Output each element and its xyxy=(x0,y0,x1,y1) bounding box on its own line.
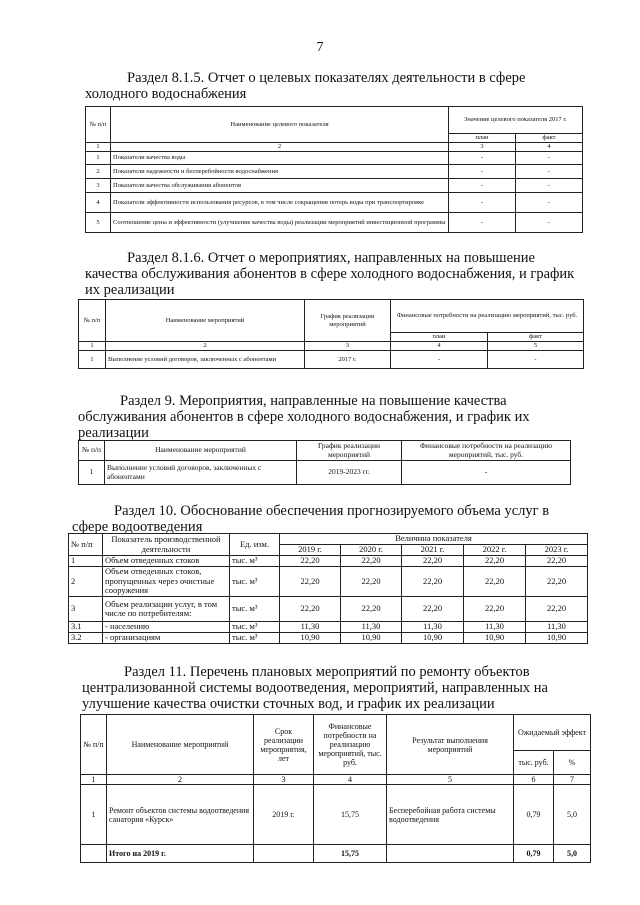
col-header: Финансовые потребности на реализацию мероприятий, тыс. руб. xyxy=(391,300,584,333)
year-header: 2019 г. xyxy=(280,545,341,556)
col-header: Наименование мероприятий xyxy=(105,441,297,461)
col-number: 4 xyxy=(314,775,387,785)
service-quality-measures-table xyxy=(78,299,584,369)
col-number: 2 xyxy=(111,143,449,152)
col-number: 3 xyxy=(305,342,391,351)
heading-line: Раздел 11. Перечень плановых мероприятий по ремонту объектов xyxy=(124,664,530,680)
col-header: Показатель производственной деятельности xyxy=(103,534,230,556)
col-header: Финансовые потребности на реализацию мероприятий, тыс. руб. xyxy=(314,715,387,775)
heading-line: реализации xyxy=(78,425,149,441)
table-row: 3 Показатели качества обслуживания абонентов - - xyxy=(86,179,583,193)
col-header: Наименование мероприятий xyxy=(107,715,254,775)
col-header: Ожидаемый эффект xyxy=(514,715,591,751)
col-number: 2 xyxy=(107,775,254,785)
col-header: факт xyxy=(516,134,583,143)
heading-line: Раздел 9. Мероприятия, направленные на повышение качества xyxy=(120,393,507,409)
col-header: № п/п xyxy=(79,300,106,342)
col-header: Результат выполнения мероприятий xyxy=(387,715,514,775)
col-header: № п/п xyxy=(81,715,107,775)
col-header: Величина показателя xyxy=(280,534,588,545)
table-row: 2 Объем отведенных стоков, пропущенных через очистные сооружения тыс. м³ 22,20 22,20 22,20 22,20 22,20 xyxy=(69,567,588,597)
year-header: 2022 г. xyxy=(464,545,526,556)
heading-line: обслуживания абонентов в сфере холодного водоснабжения, и график их xyxy=(78,409,530,425)
year-header: 2023 г. xyxy=(526,545,588,556)
col-number: 7 xyxy=(554,775,591,785)
col-header: № п/п xyxy=(69,534,103,556)
col-number: 1 xyxy=(86,143,111,152)
table-row: 5 Соотношение цены и эффективности (улучшение качества воды) реализации мероприятий инвестиционной программы - - xyxy=(86,213,583,233)
col-header: Наименование мероприятий xyxy=(106,300,305,342)
col-header: план xyxy=(449,134,516,143)
col-number: 5 xyxy=(387,775,514,785)
heading-line: холодного водоснабжения xyxy=(85,86,247,102)
heading-line: Раздел 10. Обоснование обеспечения прогнозируемого объема услуг в xyxy=(114,503,550,519)
year-header: 2020 г. xyxy=(341,545,402,556)
section-9-heading xyxy=(78,393,575,441)
col-header: Значение целевого показателя 2017 г. xyxy=(449,107,583,134)
heading-line: централизованной системы водоотведения, мероприятий, направленных на xyxy=(82,680,548,696)
col-number: 3 xyxy=(254,775,314,785)
col-header: Финансовые потребности на реализацию мероприятий, тыс. руб. xyxy=(402,441,571,461)
section-10-heading xyxy=(72,503,570,535)
section-11-heading xyxy=(82,664,572,712)
col-number: 5 xyxy=(488,342,584,351)
heading-line: Раздел 8.1.6. Отчет о мероприятиях, направленных на повышение xyxy=(127,250,535,266)
col-number: 3 xyxy=(449,143,516,152)
table-row: 3.1 - населению тыс. м³ 11,30 11,30 11,30 11,30 11,30 xyxy=(69,622,588,633)
col-header: График реализации мероприятий xyxy=(297,441,402,461)
col-header: График реализации мероприятий xyxy=(305,300,391,342)
col-header: Ед. изм. xyxy=(230,534,280,556)
table-row: 1 Выполнение условий договоров, заключенных с абонентами 2017 г. - - xyxy=(79,351,584,369)
col-header: факт xyxy=(488,333,584,342)
year-header: 2021 г. xyxy=(402,545,464,556)
col-header: % xyxy=(554,751,591,775)
col-number: 2 xyxy=(106,342,305,351)
table-row: 1 Показатели качества воды - - xyxy=(86,152,583,165)
section-8-1-6-heading xyxy=(85,250,575,298)
col-number: 4 xyxy=(516,143,583,152)
table-row: 2 Показатели надежности и бесперебойности водоснабжения - - xyxy=(86,165,583,179)
heading-line: качества обслуживания абонентов в сфере холодного водоснабжения, и график xyxy=(85,266,575,282)
table-row: 1 Выполнение условий договоров, заключенных с абонентами 2019-2023 гг. - xyxy=(79,461,571,485)
table-row: 3.2 - организациям тыс. м³ 10,90 10,90 10,90 10,90 10,90 xyxy=(69,633,588,644)
wastewater-volumes-table xyxy=(68,533,588,644)
col-number: 4 xyxy=(391,342,488,351)
total-row: Итого на 2019 г. 15,75 0,79 5,0 xyxy=(81,845,591,863)
col-number: 1 xyxy=(81,775,107,785)
col-header: № п/п xyxy=(79,441,105,461)
table-row: 4 Показатели эффективности использования ресурсов, в том числе сокращения потерь воды при транспортировке - - xyxy=(86,193,583,213)
table-row: 1 Объем отведенных стоков тыс. м³ 22,20 22,20 22,20 22,20 22,20 xyxy=(69,556,588,567)
page-number: 7 xyxy=(316,40,324,55)
targets-table xyxy=(85,106,583,233)
heading-line: сфере водоотведения xyxy=(72,519,203,535)
heading-line: их реализации xyxy=(85,282,175,298)
heading-line: Раздел 8.1.5. Отчет о целевых показателях деятельности в сфере xyxy=(127,70,526,86)
col-header: № п/п xyxy=(86,107,111,143)
table-row: 1 Ремонт объектов системы водоотведения санатория «Курск» 2019 г. 15,75 Бесперебойная работа системы водоотведения 0,79 5,0 xyxy=(81,785,591,845)
col-number: 1 xyxy=(79,342,106,351)
section-8-1-5-heading xyxy=(85,70,575,102)
col-number: 6 xyxy=(514,775,554,785)
col-header: план xyxy=(391,333,488,342)
repair-measures-table xyxy=(80,714,591,863)
measures-2019-2023-table xyxy=(78,440,571,485)
col-header: Срок реализации мероприятия, лет xyxy=(254,715,314,775)
col-header: Наименование целевого показателя xyxy=(111,107,449,143)
table-row: 3 Объем реализации услуг, в том числе по потребителям: тыс. м³ 22,20 22,20 22,20 22,20 22,20 xyxy=(69,597,588,622)
col-header: тыс. руб. xyxy=(514,751,554,775)
heading-line: улучшение качества очистки сточных вод, и график их реализации xyxy=(82,696,495,712)
